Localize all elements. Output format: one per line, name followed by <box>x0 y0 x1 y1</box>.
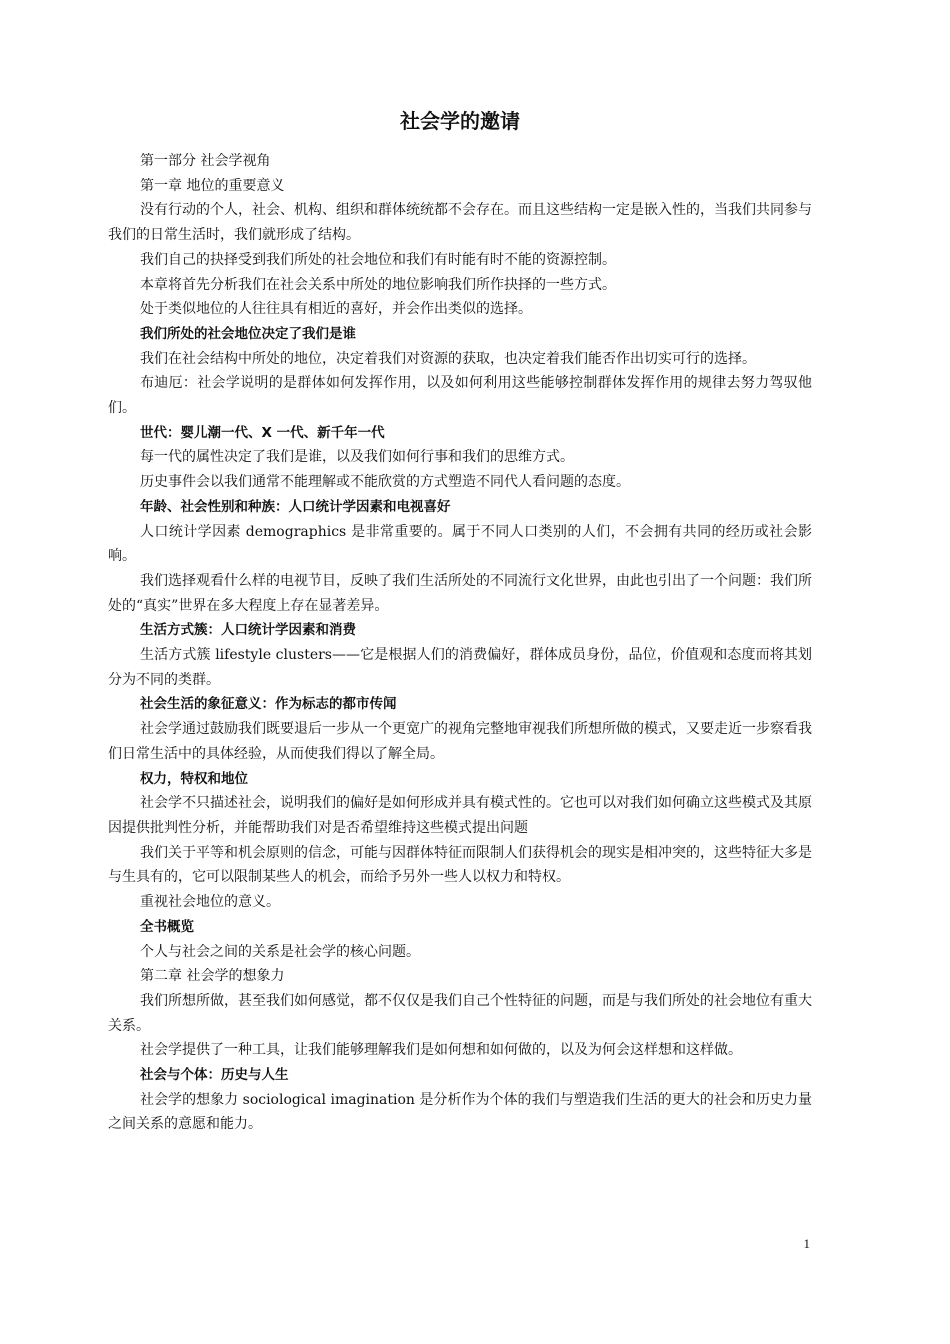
body-paragraph: 没有行动的个人，社会、机构、组织和群体统统都不会存在。而且这些结构一定是嵌入性的，当我们共同参与我们的日常生活时，我们就形成了结构。 <box>108 202 812 244</box>
body-paragraph: 历史事件会以我们通常不能理解或不能欣赏的方式塑造不同代人看问题的态度。 <box>140 474 630 491</box>
body-paragraph: 第一部分 社会学视角 <box>140 153 271 169</box>
section-heading: 年龄、社会性别和种族：人口统计学因素和电视喜好 <box>140 498 451 515</box>
body-paragraph: 处于类似地位的人往往具有相近的喜好，并会作出类似的选择。 <box>140 301 532 318</box>
body-paragraph: 第二章 社会学的想象力 <box>140 968 285 985</box>
section-heading: 世代：婴儿潮一代、X 一代、新千年一代 <box>140 424 385 441</box>
body-paragraph: 第一章 地位的重要意义 <box>140 177 285 194</box>
body-paragraph: 我们自己的抉择受到我们所处的社会地位和我们有时能有时不能的资源控制。 <box>140 251 616 268</box>
body-paragraph: 我们关于平等和机会原则的信念，可能与因群体特征而限制人们获得机会的现实是相冲突的，这些特征大多是与生具有的，它可以限制某些人的机会，而给予另外一些人以权力和特权。 <box>108 844 812 886</box>
body-paragraph: 本章将首先分析我们在社会关系中所处的地位影响我们所作抉择的一些方式。 <box>140 276 616 293</box>
body-paragraph: 生活方式簇 lifestyle clusters——它是根据人们的消费偏好，群体成员身份，品位，价值观和态度而将其划分为不同的类群。 <box>108 647 812 688</box>
body-paragraph: 人口统计学因素 demographics 是非常重要的。属于不同人口类别的人们，不会拥有共同的经历或社会影响。 <box>108 523 812 565</box>
body-paragraph: 社会学不只描述社会，说明我们的偏好是如何形成并具有模式性的。它也可以对我们如何确立这些模式及其原因提供批判性分析，并能帮助我们对是否希望维持这些模式提出问题 <box>108 795 812 836</box>
document-title: 社会学的邀请 <box>400 109 520 133</box>
section-heading: 社会与个体：历史与人生 <box>140 1067 289 1084</box>
body-paragraph: 社会学通过鼓励我们既要退后一步从一个更宽广的视角完整地审视我们所想所做的模式，又要走近一步察看我们日常生活中的具体经验，从而使我们得以了解全局。 <box>108 721 812 762</box>
body-paragraph: 社会学的想象力 sociological imagination 是分析作为个体的我们与塑造我们生活的更大的社会和历史力量之间关系的意愿和能力。 <box>108 1091 812 1133</box>
body-paragraph: 我们选择观看什么样的电视节目，反映了我们生活所处的不同流行文化世界，由此也引出了一个问题：我们所处的“真实”世界在多大程度上存在显著差异。 <box>108 572 812 614</box>
body-paragraph: 社会学提供了一种工具，让我们能够理解我们是如何想和如何做的，以及为何会这样想和这样做。 <box>140 1042 742 1059</box>
section-heading: 权力，特权和地位 <box>140 770 248 787</box>
document-body <box>108 149 812 1137</box>
section-heading: 全书概览 <box>140 918 194 935</box>
body-paragraph: 每一代的属性决定了我们是谁，以及我们如何行事和我们的思维方式。 <box>140 449 574 466</box>
body-paragraph: 重视社会地位的意义。 <box>140 894 280 911</box>
body-paragraph: 我们所想所做，甚至我们如何感觉，都不仅仅是我们自己个性特征的问题，而是与我们所处的社会地位有重大关系。 <box>108 992 812 1034</box>
body-paragraph: 布迪厄：社会学说明的是群体如何发挥作用，以及如何利用这些能够控制群体发挥作用的规律去努力驾驭他们。 <box>108 375 812 417</box>
section-heading: 生活方式簇：人口统计学因素和消费 <box>140 622 356 639</box>
section-heading: 我们所处的社会地位决定了我们是谁 <box>140 325 356 342</box>
body-paragraph: 我们在社会结构中所处的地位，决定着我们对资源的获取，也决定着我们能否作出切实可行的选择。 <box>140 350 756 367</box>
page-number: 1 <box>803 1236 810 1251</box>
body-paragraph: 个人与社会之间的关系是社会学的核心问题。 <box>140 943 420 960</box>
section-heading: 社会生活的象征意义：作为标志的都市传闻 <box>140 696 397 713</box>
